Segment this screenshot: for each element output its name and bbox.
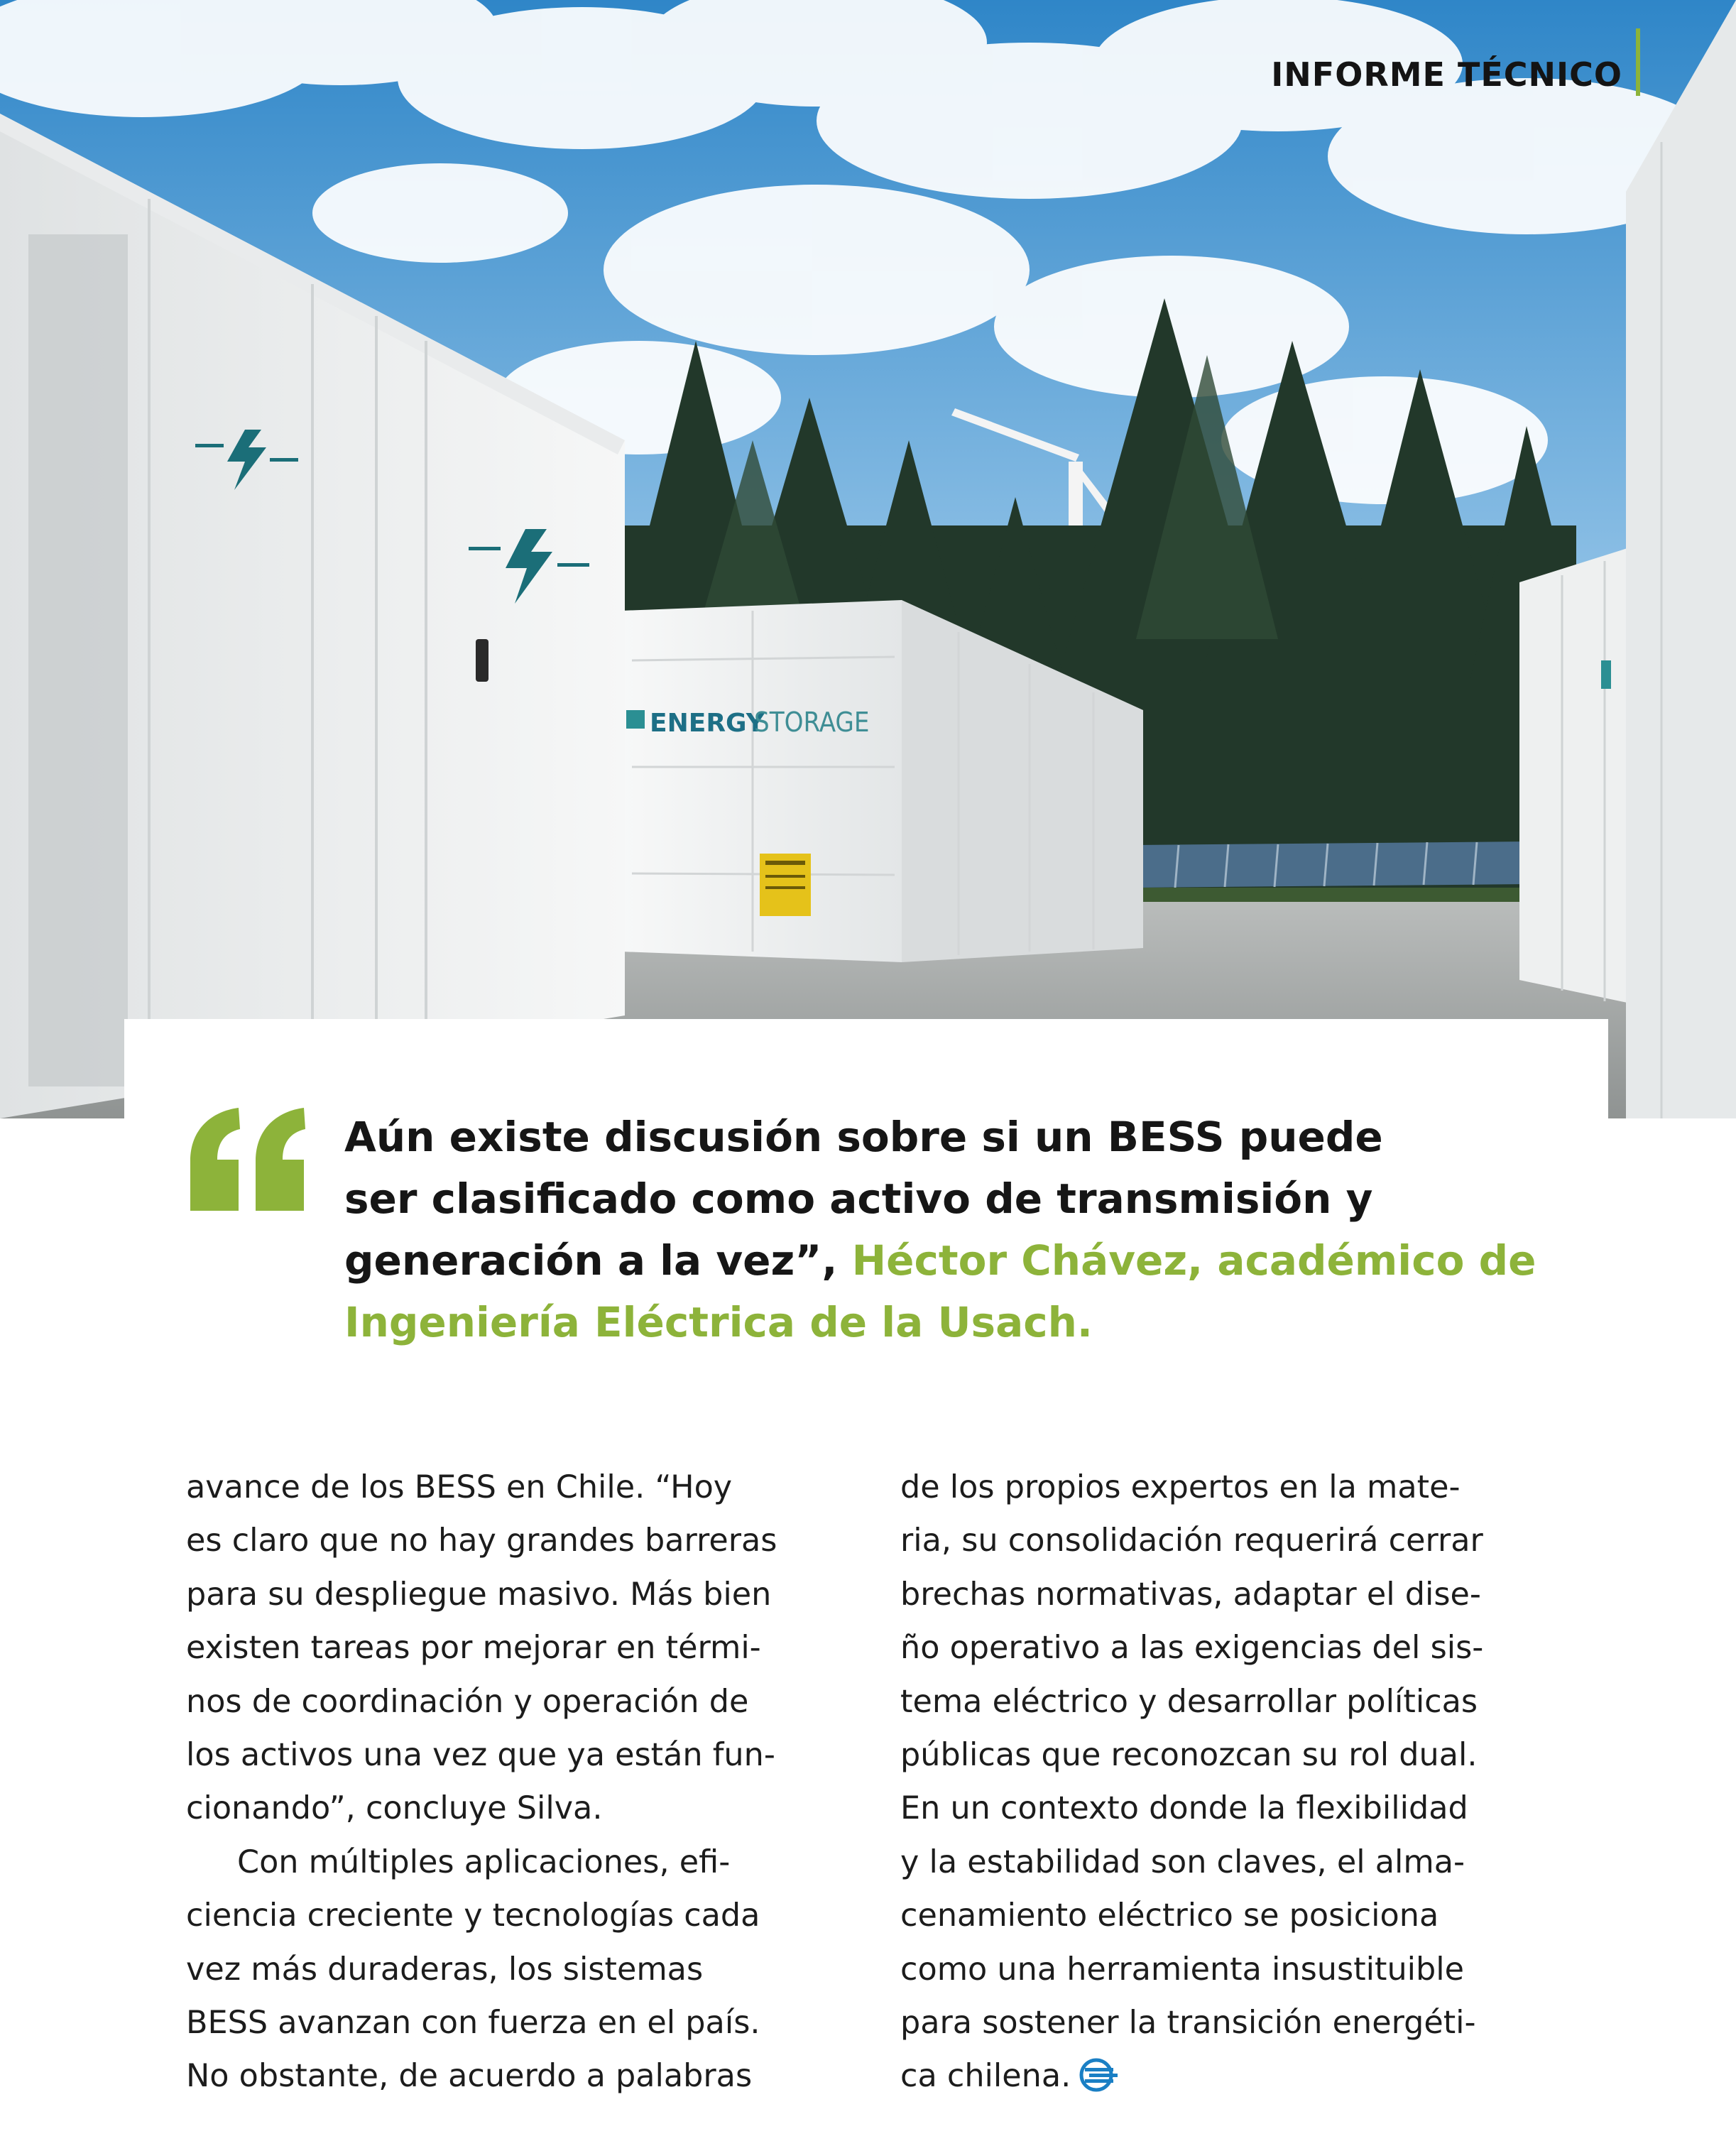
section-label: INFORME TÉCNICO (1271, 55, 1622, 94)
quote-attribution-line: Ingeniería Eléctrica de la Usach. (344, 1298, 1093, 1346)
body-line: tema eléctrico y desarrollar políticas (900, 1683, 1478, 1720)
pull-quote (344, 1106, 1622, 1353)
body-line: vez más duraderas, los sistemas (186, 1951, 704, 1988)
container-label-storage: STORAGE (754, 707, 870, 738)
body-line: En un contexto donde la flexibilidad (900, 1790, 1468, 1827)
body-line: existen tareas por mejorar en térmi- (186, 1630, 761, 1667)
body-line: BESS avanzan con fuerza en el país. (186, 2005, 760, 2042)
container-label-energy: ENERGY (650, 709, 765, 738)
body-line: los activos una vez que ya están fun- (186, 1737, 775, 1774)
pull-quote-line: ser clasificado como activo de transmisión y (344, 1175, 1373, 1223)
body-line: como una herramienta insustituible (900, 1951, 1465, 1988)
body-line: nos de coordinación y operación de (186, 1683, 749, 1720)
body-line: para sostener la transición energéti- (900, 2005, 1476, 2042)
body-line: ciencia creciente y tecnologías cada (186, 1897, 760, 1934)
magazine-end-mark-icon (1079, 2058, 1119, 2092)
body-line: cenamiento eléctrico se posiciona (900, 1897, 1439, 1934)
quote-mark-icon (183, 1104, 311, 1211)
body-line: de los propios expertos en la mate- (900, 1469, 1461, 1505)
body-line: cionando”, concluye Silva. (186, 1790, 603, 1827)
body-line: brechas normativas, adaptar el dise- (900, 1576, 1481, 1613)
body-line: avance de los BESS en Chile. “Hoy (186, 1469, 733, 1505)
body-line: es claro que no hay grandes barreras (186, 1523, 777, 1559)
body-line-last (900, 2049, 1483, 2103)
container-door-handle (476, 639, 488, 682)
pull-quote-line (344, 1230, 1622, 1292)
pull-quote-line-text: generación a la vez”, (344, 1236, 852, 1285)
body-line: No obstante, de acuerdo a palabras (186, 2058, 753, 2095)
body-line: y la estabilidad son claves, el alma- (900, 1843, 1465, 1880)
body-line: ño operativo a las exigencias del sis- (900, 1630, 1484, 1667)
body-line: Con múltiples aplicaciones, efi- (237, 1843, 731, 1880)
body-column-right (900, 1461, 1483, 2103)
body-line: para su despliegue masivo. Más bien (186, 1576, 772, 1613)
body-line: ria, su consolidación requerirá cerrar (900, 1523, 1483, 1559)
body-line-text: ca chilena. (900, 2058, 1071, 2095)
pull-quote-line: Aún existe discusión sobre si un BESS puede (344, 1113, 1383, 1161)
section-rule (1636, 28, 1640, 96)
body-line: públicas que reconozcan su rol dual. (900, 1737, 1478, 1774)
quote-attribution: Héctor Chávez, académico de (851, 1236, 1536, 1285)
body-column-left (186, 1461, 777, 2103)
